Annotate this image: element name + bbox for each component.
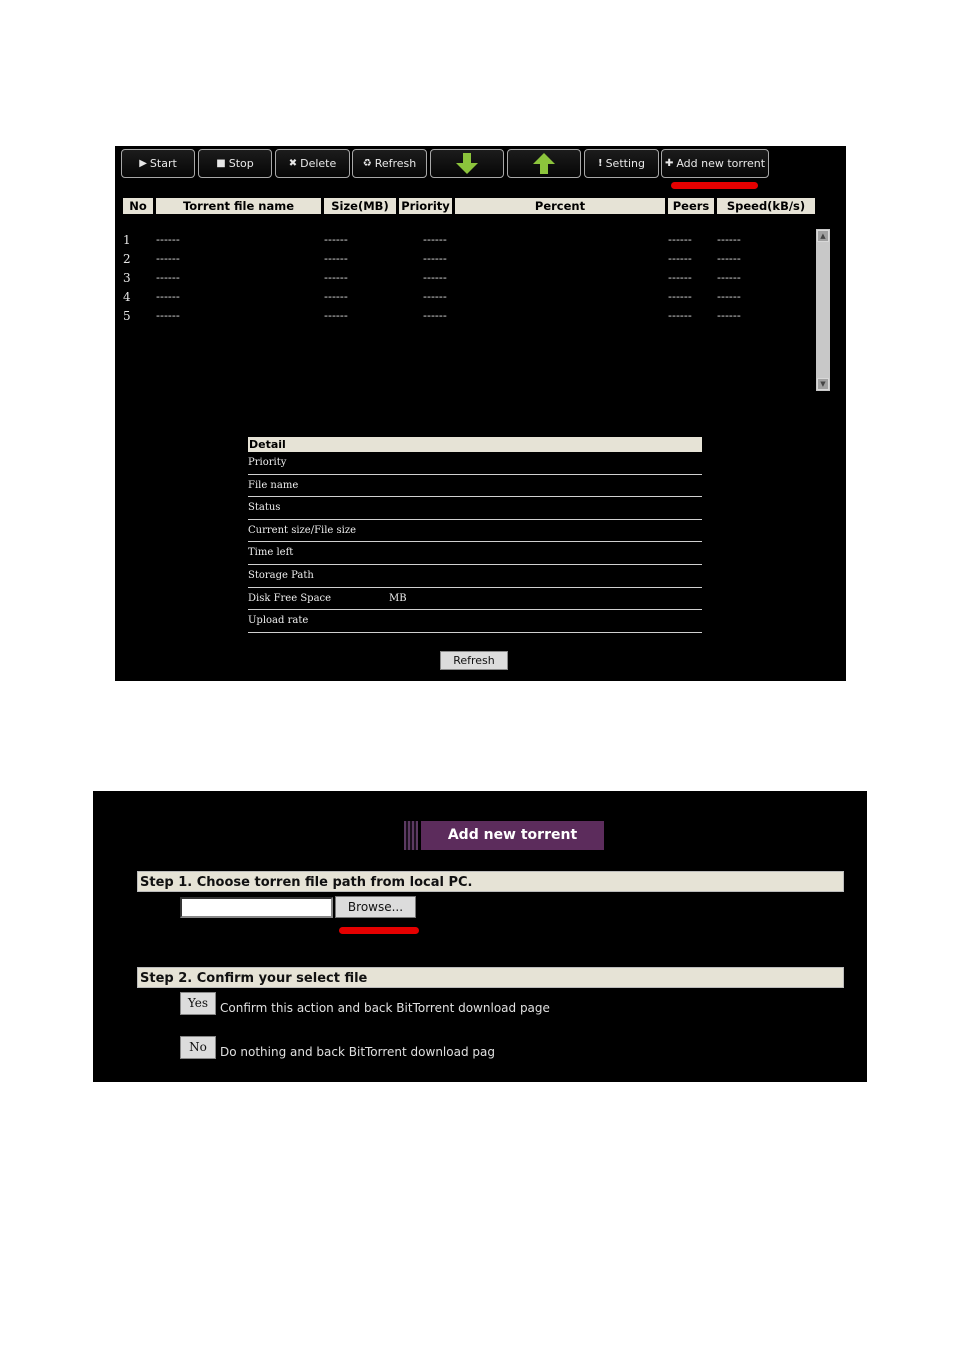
browse-button[interactable]: Browse... — [335, 896, 416, 918]
row-number: 3 — [123, 271, 131, 285]
detail-row — [248, 565, 702, 588]
file-path-input[interactable] — [180, 897, 333, 918]
move-up-button[interactable] — [507, 149, 581, 178]
red-highlight-mark — [339, 927, 419, 934]
yes-description: Confirm this action and back BitTorrent download page — [220, 1001, 550, 1015]
detail-label: Current size/File size — [248, 524, 357, 536]
row-peers: ------ — [668, 309, 692, 322]
add-new-torrent-label: Add new torrent — [676, 157, 766, 170]
detail-label: Storage Path — [248, 569, 314, 581]
row-file-name: ------ — [156, 271, 180, 284]
setting-button[interactable] — [584, 149, 659, 178]
row-number: 5 — [123, 309, 131, 323]
detail-unit: MB — [389, 592, 407, 604]
detail-label: Status — [248, 502, 281, 514]
row-size: ------ — [324, 290, 348, 303]
add-new-torrent-button[interactable] — [661, 149, 769, 178]
play-icon: ▶ — [139, 158, 147, 169]
row-peers: ------ — [668, 271, 692, 284]
detail-label: Disk Free Space — [248, 592, 332, 604]
refresh-icon: ♻ — [362, 158, 372, 169]
banner-decoration — [404, 821, 418, 850]
column-header-speed: Speed(kB/s) — [717, 198, 815, 214]
start-label: Start — [149, 157, 177, 170]
row-file-name: ------ — [156, 290, 180, 303]
row-priority: ------ — [423, 290, 447, 303]
scroll-up-arrow-icon[interactable]: ▲ — [817, 230, 829, 242]
refresh-label: Refresh — [374, 157, 417, 170]
column-header-size: Size(MB) — [324, 198, 396, 214]
row-size: ------ — [324, 233, 348, 246]
refresh-button[interactable]: Refresh — [440, 651, 508, 670]
step2-header: Step 2. Confirm your select file — [137, 967, 844, 988]
detail-title: Detail — [248, 437, 702, 452]
row-number: 1 — [123, 233, 131, 247]
row-file-name: ------ — [156, 252, 180, 265]
detail-label: Time left — [248, 547, 294, 559]
page-title: Add new torrent — [421, 821, 604, 850]
detail-row — [248, 497, 702, 520]
detail-label: Upload rate — [248, 615, 309, 627]
column-header-peers: Peers — [668, 198, 714, 214]
row-speed: ------ — [717, 309, 741, 322]
plus-icon: ✚ — [664, 158, 674, 169]
detail-row — [248, 475, 702, 498]
row-file-name: ------ — [156, 233, 180, 246]
step1-header: Step 1. Choose torren file path from local PC. — [137, 871, 844, 892]
row-size: ------ — [324, 309, 348, 322]
row-size: ------ — [324, 271, 348, 284]
row-number: 4 — [123, 290, 131, 304]
detail-panel — [248, 437, 702, 633]
row-priority: ------ — [423, 233, 447, 246]
row-number: 2 — [123, 252, 131, 266]
x-icon: ✖ — [288, 158, 298, 169]
scroll-down-arrow-icon[interactable]: ▼ — [817, 378, 829, 390]
detail-row — [248, 588, 702, 611]
stop-icon: ■ — [216, 158, 226, 169]
detail-label: Priority — [248, 457, 287, 468]
row-speed: ------ — [717, 233, 741, 246]
row-size: ------ — [324, 252, 348, 265]
column-header-name: Torrent file name — [156, 198, 321, 214]
row-speed: ------ — [717, 271, 741, 284]
row-peers: ------ — [668, 233, 692, 246]
detail-label: File name — [248, 479, 299, 491]
upload-arrow-icon — [531, 153, 557, 175]
download-arrow-icon — [454, 153, 480, 175]
yes-button[interactable]: Yes — [180, 992, 216, 1015]
column-header-priority: Priority — [399, 198, 452, 214]
delete-label: Delete — [300, 157, 337, 170]
detail-row — [248, 452, 702, 475]
no-button[interactable]: No — [180, 1036, 216, 1059]
row-priority: ------ — [423, 271, 447, 284]
column-header-no: No — [123, 198, 153, 214]
detail-row — [248, 610, 702, 633]
detail-row — [248, 542, 702, 565]
detail-row — [248, 520, 702, 543]
red-highlight-mark — [671, 182, 758, 189]
row-priority: ------ — [423, 252, 447, 265]
setting-label: Setting — [605, 157, 645, 170]
stop-label: Stop — [228, 157, 254, 170]
row-speed: ------ — [717, 252, 741, 265]
bittorrent-download-panel — [115, 146, 846, 681]
start-button[interactable] — [121, 149, 195, 178]
row-speed: ------ — [717, 290, 741, 303]
no-description: Do nothing and back BitTorrent download pag — [220, 1045, 495, 1059]
row-file-name: ------ — [156, 309, 180, 322]
vertical-scrollbar[interactable] — [816, 229, 830, 391]
column-header-percent: Percent — [455, 198, 665, 214]
move-down-button[interactable] — [430, 149, 504, 178]
row-priority: ------ — [423, 309, 447, 322]
add-new-torrent-panel — [93, 791, 867, 1082]
row-peers: ------ — [668, 290, 692, 303]
exclamation-icon: ! — [598, 158, 603, 169]
delete-button[interactable] — [275, 149, 350, 178]
refresh-toolbar-button[interactable] — [352, 149, 427, 178]
stop-button[interactable] — [198, 149, 272, 178]
row-peers: ------ — [668, 252, 692, 265]
